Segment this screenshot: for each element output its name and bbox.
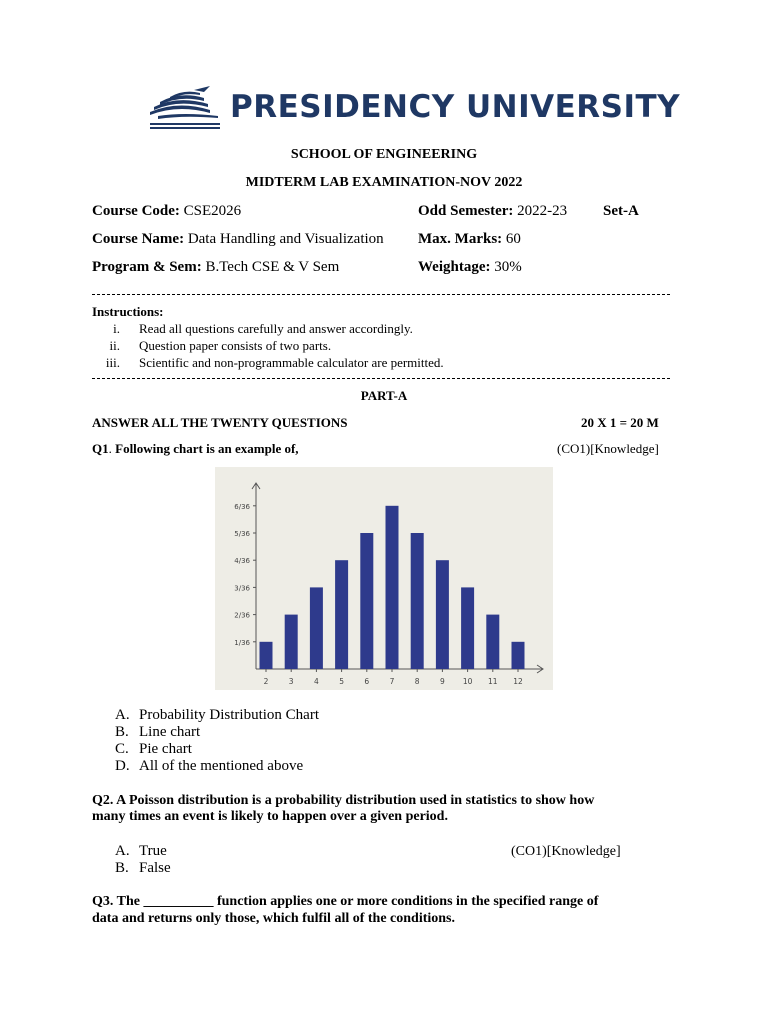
- bar: [461, 587, 474, 669]
- instruction-number: iii.: [105, 355, 120, 370]
- program-label: Program & Sem:: [92, 259, 202, 275]
- semester-value: 2022-23: [517, 203, 568, 219]
- x-tick-label: 10: [462, 677, 473, 686]
- option-letter: A.: [115, 843, 130, 859]
- university-name: PRESIDENCY UNIVERSITY: [230, 89, 681, 125]
- course-name-value: Data Handling and Visualization: [187, 231, 384, 247]
- bar: [310, 587, 323, 669]
- question-number: Q3.: [92, 894, 114, 909]
- semester-row: [418, 203, 567, 220]
- question-tag: (CO1)[Knowledge]: [511, 844, 621, 859]
- y-tick-label: 5/36: [234, 530, 250, 538]
- program-value: B.Tech CSE & V Sem: [205, 259, 340, 275]
- x-tick-label: 8: [414, 677, 420, 686]
- semester-label: Odd Semester:: [418, 203, 514, 219]
- option-d[interactable]: [115, 758, 303, 775]
- divider-top: [92, 294, 670, 295]
- y-tick-label: 4/36: [234, 557, 250, 566]
- part-instruction: ANSWER ALL THE TWENTY QUESTIONS: [92, 415, 348, 430]
- option-b[interactable]: [115, 860, 171, 877]
- part-title: PART-A: [360, 388, 408, 403]
- max-marks-value: 60: [505, 231, 521, 247]
- part-marks: 20 X 1 = 20 M: [581, 415, 659, 430]
- option-a[interactable]: [115, 707, 319, 724]
- course-name-label: Course Name:: [92, 231, 185, 247]
- x-tick-label: 9: [440, 677, 445, 686]
- option-text: Pie chart: [139, 741, 192, 757]
- instruction-text: Scientific and non-programmable calculator are permitted.: [139, 355, 444, 370]
- course-code-row: [92, 203, 241, 220]
- bar: [360, 533, 373, 669]
- bar: [486, 615, 499, 669]
- weightage-row: [418, 259, 522, 276]
- university-emblem-icon: [148, 86, 226, 132]
- option-text: Line chart: [139, 724, 201, 740]
- chart-y-ticks: [234, 503, 256, 647]
- question-number: Q1: [92, 441, 109, 456]
- option-letter: A.: [115, 707, 130, 723]
- option-text: True: [139, 843, 167, 859]
- exam-title: MIDTERM LAB EXAMINATION-NOV 2022: [245, 175, 523, 190]
- instruction-text: Question paper consists of two parts.: [139, 338, 332, 353]
- instruction-item: [92, 355, 652, 371]
- question-3-line-2: data and returns only those, which fulfil all of the conditions.: [92, 911, 456, 926]
- chart-x-ticks: [264, 669, 523, 686]
- max-marks-label: Max. Marks:: [418, 231, 503, 247]
- option-b[interactable]: [115, 724, 200, 741]
- question-text: The __________ function applies one or more conditions in the specified range of: [116, 894, 599, 909]
- bar: [411, 533, 424, 669]
- divider-bottom: [92, 378, 670, 379]
- bar: [285, 615, 298, 669]
- bar: [436, 560, 449, 669]
- question-text: Following chart is an example of,: [115, 441, 299, 456]
- question-2: [92, 793, 594, 809]
- option-letter: B.: [115, 860, 129, 876]
- option-letter: D.: [115, 758, 130, 774]
- x-tick-label: 5: [339, 677, 344, 686]
- y-tick-label: 2/36: [234, 611, 250, 620]
- set-label: Set-A: [603, 203, 639, 219]
- weightage-label: Weightage:: [418, 259, 491, 275]
- question-1: Q1. Following chart is an example of,: [92, 441, 299, 456]
- x-tick-label: 11: [488, 677, 498, 686]
- weightage-value: 30%: [494, 259, 522, 275]
- x-tick-label: 2: [263, 677, 269, 686]
- chart-svg: [215, 467, 553, 690]
- option-text: Probability Distribution Chart: [139, 707, 319, 723]
- course-name-row: [92, 231, 384, 248]
- course-code-label: Course Code:: [92, 203, 180, 219]
- x-tick-label: 4: [314, 677, 319, 686]
- question-tag: (CO1)[Knowledge]: [557, 441, 659, 456]
- bar: [335, 560, 348, 669]
- question-text: A Poisson distribution is a probability distribution used in statistics to show how: [116, 793, 595, 808]
- chart-bars: [260, 506, 525, 669]
- instruction-number: ii.: [109, 338, 120, 353]
- course-code-value: CSE2026: [183, 203, 242, 219]
- question-2-line-2: many times an event is likely to happen over a given period.: [92, 809, 448, 824]
- x-tick-label: 3: [288, 677, 294, 686]
- x-tick-label: 12: [513, 677, 523, 686]
- option-c[interactable]: [115, 741, 192, 758]
- y-tick-label: 6/36: [234, 502, 250, 511]
- option-letter: C.: [115, 741, 129, 757]
- option-letter: B.: [115, 724, 129, 740]
- x-tick-label: 7: [389, 677, 395, 686]
- bar: [260, 642, 273, 669]
- y-tick-label: 1/36: [234, 638, 250, 647]
- x-tick-label: 6: [364, 677, 370, 686]
- instruction-item: [92, 321, 652, 337]
- max-marks-row: [418, 231, 521, 248]
- probability-chart: [215, 467, 553, 690]
- bar: [386, 506, 399, 669]
- school-title: SCHOOL OF ENGINEERING: [290, 147, 478, 162]
- instruction-text: Read all questions carefully and answer accordingly.: [139, 321, 413, 336]
- program-row: [92, 259, 339, 276]
- instruction-item: [92, 338, 652, 354]
- option-text: All of the mentioned above: [139, 758, 304, 774]
- university-logo: [148, 86, 681, 132]
- question-3: [92, 894, 598, 910]
- bar: [512, 642, 525, 669]
- option-a[interactable]: [115, 843, 167, 860]
- y-tick-label: 3/36: [234, 584, 250, 593]
- instruction-number: i.: [113, 321, 120, 336]
- question-number: Q2.: [92, 793, 114, 808]
- option-text: False: [139, 860, 171, 876]
- instructions-heading: Instructions:: [92, 304, 164, 319]
